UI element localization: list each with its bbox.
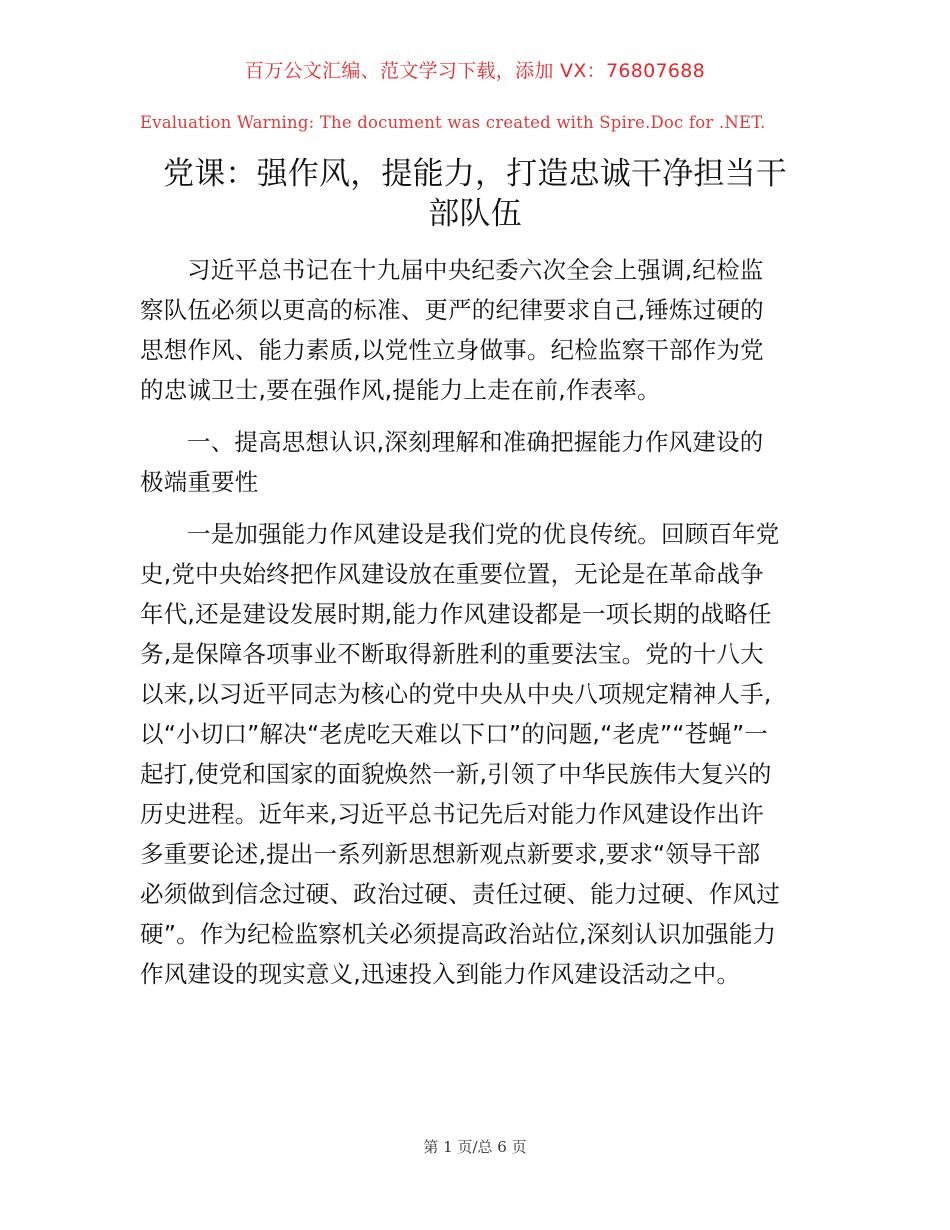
text-line: 务,是保障各项事业不断取得新胜利的重要法宝。党的十八大 — [140, 640, 764, 668]
text-line: 多重要论述,提出一系列新思想新观点新要求,要求“领导干部 — [140, 840, 761, 868]
text-line: 思想作风、能力素质,以党性立身做事。纪检监察干部作为党 — [140, 336, 764, 364]
paragraph-point-1 — [140, 514, 812, 994]
text-line: 必须做到信念过硬、政治过硬、责任过硬、能力过硬、作风过 — [140, 880, 780, 908]
text-line: 一是加强能力作风建设是我们党的优良传统。回顾百年党 — [187, 520, 780, 548]
text-line: 察队伍必须以更高的标准、更严的纪律要求自己,锤炼过硬的 — [140, 296, 764, 324]
text-line: 作风建设的现实意义,迅速投入到能力作风建设活动之中。 — [140, 960, 741, 988]
evaluation-warning: Evaluation Warning: The document was created with Spire.Doc for .NET. — [140, 113, 766, 132]
text-line: 史,党中央始终把作风建设放在重要位置，无论是在革命战争 — [140, 560, 764, 588]
section-heading-1 — [140, 422, 812, 502]
text-line: 以“小切口”解决“老虎吃天难以下口”的问题,“老虎”“苍蝇”一 — [140, 720, 769, 748]
header-promo-note: 百万公文汇编、范文学习下载，添加 VX：76807688 — [244, 60, 706, 82]
text-line: 极端重要性 — [140, 468, 259, 496]
text-line: 历史进程。近年来,习近平总书记先后对能力作风建设作出许 — [140, 800, 764, 828]
text-line: 一、提高思想认识,深刻理解和准确把握能力作风建设的 — [187, 428, 764, 456]
text-line: 习近平总书记在十九届中央纪委六次全会上强调,纪检监 — [187, 256, 764, 284]
text-line: 年代,还是建设发展时期,能力作风建设都是一项长期的战略任 — [140, 600, 772, 628]
paragraph-intro — [140, 250, 812, 410]
text-line: 起打,使党和国家的面貌焕然一新,引领了中华民族伟大复兴的 — [140, 760, 772, 788]
title-line: 部队伍 — [428, 196, 522, 232]
text-line: 的忠诚卫士,要在强作风,提能力上走在前,作表率。 — [140, 376, 661, 404]
document-title — [0, 154, 950, 234]
text-line: 硬”。作为纪检监察机关必须提高政治站位,深刻认识加强能力 — [140, 920, 777, 948]
title-line: 党课：强作风，提能力，打造忠诚干净担当干 — [163, 156, 787, 192]
text-line: 以来,以习近平同志为核心的党中央从中央八项规定精神人手, — [140, 680, 772, 708]
page-number-footer: 第 1 页/总 6 页 — [423, 1138, 527, 1156]
document-body — [140, 250, 812, 1006]
